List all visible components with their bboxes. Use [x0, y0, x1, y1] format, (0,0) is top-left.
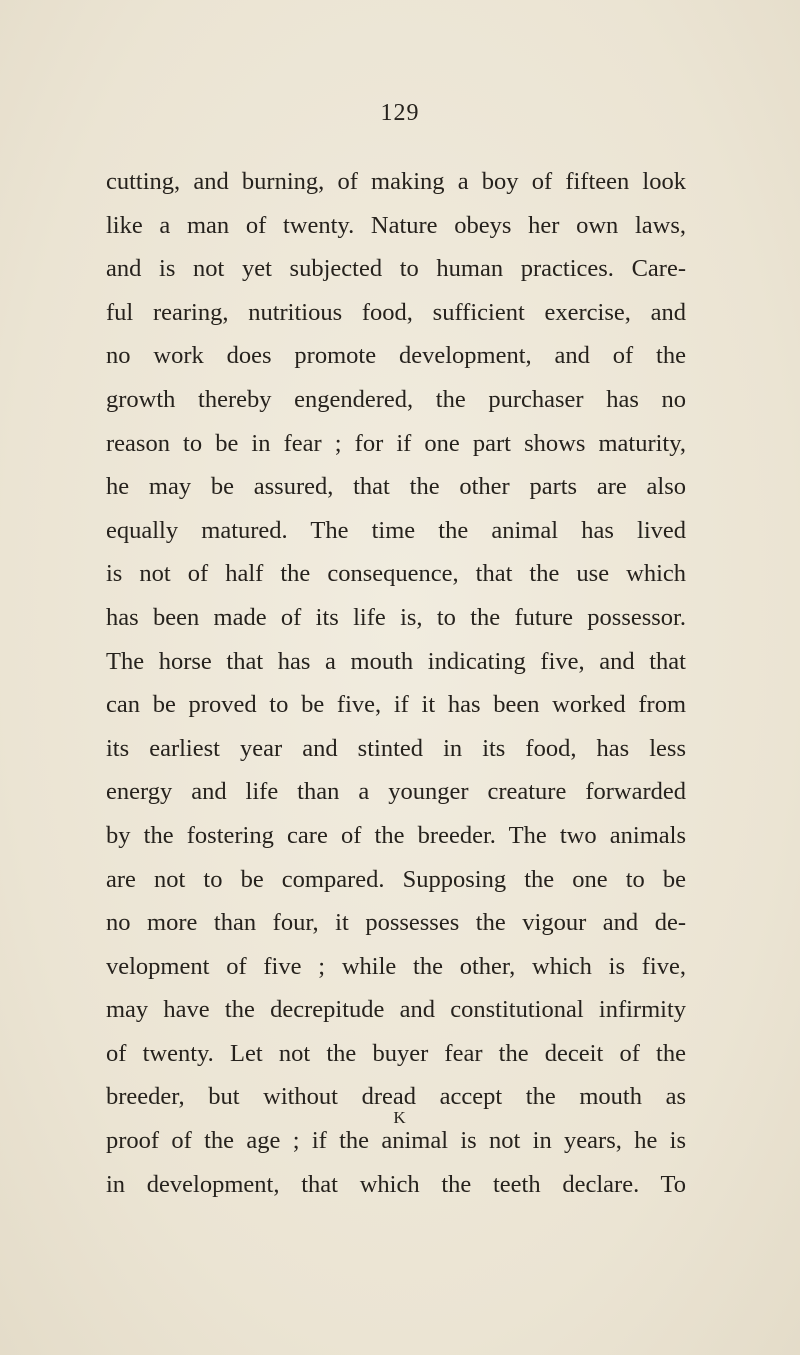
text-line: no work does promote development, and of the: [106, 342, 686, 370]
text-line: equally matured. The time the animal has lived: [106, 516, 686, 544]
body-text: [106, 160, 686, 1206]
text-line: no more than four, it possesses the vigour and de-: [106, 909, 686, 937]
text-line: cutting, and burning, of making a boy of fifteen look: [106, 168, 686, 195]
text-line: growth thereby engendered, the purchaser has no: [106, 385, 686, 413]
text-line: The horse that has a mouth indicating five, and that: [106, 647, 686, 675]
text-line: may have the decrepitude and constitutional infirmity: [106, 996, 686, 1024]
text-line: proof of the age ; if the animal is not in years, he is: [106, 1127, 686, 1155]
text-line: are not to be compared. Supposing the one to be: [106, 865, 686, 893]
text-line: energy and life than a younger creature forwarded: [106, 778, 686, 806]
text-line: of twenty. Let not the buyer fear the deceit of the: [106, 1039, 686, 1067]
text-line: by the fostering care of the breeder. The two animals: [106, 821, 686, 849]
text-line: has been made of its life is, to the future possessor.: [106, 603, 686, 631]
signature-mark: K: [393, 1108, 407, 1127]
text-line: reason to be in fear ; for if one part shows maturity,: [106, 429, 686, 457]
text-line: breeder, but without dread accept the mouth as: [106, 1083, 686, 1111]
text-line: like a man of twenty. Nature obeys her own laws,: [106, 211, 686, 239]
text-line: is not of half the consequence, that the use which: [106, 560, 686, 588]
text-line: velopment of five ; while the other, which is five,: [106, 952, 686, 980]
page-number: 129: [380, 100, 420, 126]
text-line: in development, that which the teeth declare. To: [106, 1170, 686, 1198]
text-line: ful rearing, nutritious food, sufficient exercise, and: [106, 298, 686, 326]
text-line: its earliest year and stinted in its food, has less: [106, 734, 686, 762]
text-line: he may be assured, that the other parts are also: [106, 473, 686, 501]
text-line: can be proved to be five, if it has been worked from: [106, 691, 686, 719]
text-line: and is not yet subjected to human practices. Care-: [106, 255, 686, 283]
